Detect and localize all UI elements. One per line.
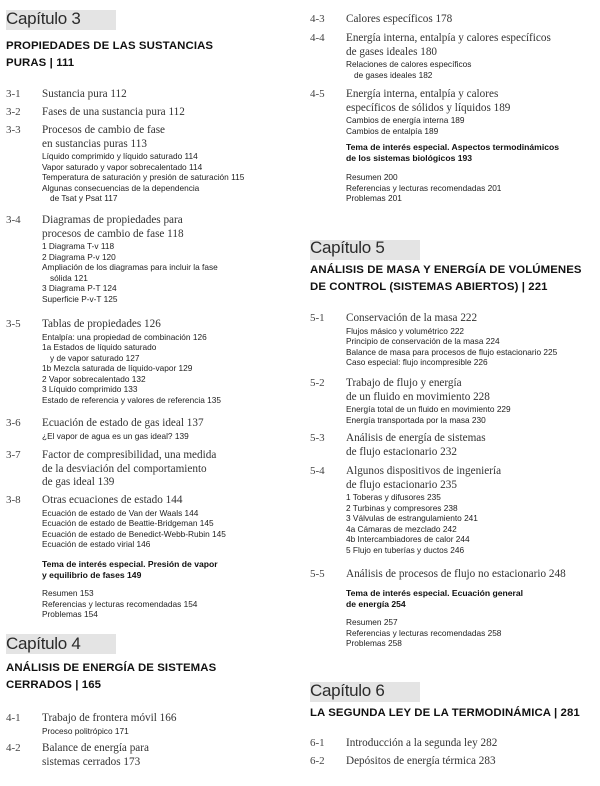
subsection: Balance de masa para procesos de flujo estacionario 225 (346, 346, 558, 357)
problems-entry: Problemas 258 (346, 638, 402, 649)
special-topic-block (346, 142, 598, 164)
subsection: Líquido comprimido y líquido saturado 114 (42, 151, 198, 161)
section-title: Análisis de energía de sistemas de flujo estacionario 232 (346, 432, 486, 458)
chapter-6-title: LA SEGUNDA LEY DE LA TERMODINÁMICA | 281 (310, 707, 580, 719)
subsection: 5 Flujo en tuberías y ductos 246 (346, 544, 465, 555)
section-title: Depósitos de energía térmica 283 (346, 755, 496, 767)
subsection: Cambios de energía interna 189 (346, 115, 465, 125)
subsection: 2 Turbinas y compresores 238 (346, 502, 458, 513)
subsection: 1 Diagrama T-v 118 (42, 241, 115, 251)
section-number: 5-4 (310, 465, 325, 477)
section-number: 3-1 (6, 88, 21, 100)
section-title: Ecuación de estado de gas ideal 137 (42, 417, 204, 429)
section-number: 5-2 (310, 377, 325, 389)
subsection: Superficie P-v-T 125 (42, 293, 118, 304)
subsection: Ampliación de los diagramas para incluir la fase (42, 262, 218, 273)
subsection: ¿El vapor de agua es un gas ideal? 139 (42, 430, 189, 441)
subsection: Cambios de entalpía 189 (346, 125, 439, 136)
section-title: Introducción a la segunda ley 282 (346, 737, 498, 749)
summary-entry: Resumen 200 (346, 172, 398, 182)
section-number: 4-2 (6, 742, 21, 754)
section-number: 3-8 (6, 494, 21, 506)
section-title: Trabajo de frontera móvil 166 (42, 712, 177, 724)
special-topic-block (42, 559, 298, 581)
chapter-extras (346, 617, 598, 649)
section-title: Procesos de cambio de fase en sustancias puras 113 (42, 124, 166, 150)
subsection: Ecuación de estado virial 146 (42, 539, 151, 550)
section-title: Otras ecuaciones de estado 144 (42, 494, 183, 506)
section-title: Calores específicos 178 (346, 13, 453, 25)
section-title: Algunos dispositivos de ingeniería de flujo estacionario 235 (346, 465, 502, 491)
subsection: Proceso politrópico 171 (42, 725, 129, 736)
chapter-extras (42, 588, 298, 620)
section-number: 3-7 (6, 449, 21, 461)
subsection: Ecuación de estado de Van der Waals 144 (42, 507, 199, 518)
subsection: 2 Diagrama P-v 120 (42, 251, 116, 262)
section-number: 5-1 (310, 312, 325, 324)
subsection: Entalpía: una propiedad de combinación 126 (42, 331, 207, 342)
subsection: 3 Diagrama P-T 124 (42, 283, 117, 294)
references-entry: Referencias y lecturas recomendadas 154 (42, 598, 198, 609)
chapter-5-heading: Capítulo 5 (310, 238, 385, 257)
special-topic: Tema de interés especial. Aspectos termodinámicos de los sistemas biológicos 193 (346, 142, 560, 163)
section-number: 3-3 (6, 124, 21, 136)
section-number: 4-1 (6, 712, 21, 724)
section-number: 4-3 (310, 13, 325, 25)
subsection: Ecuación de estado de Beattie-Bridgeman 145 (42, 518, 214, 529)
chapter-5-title: ANÁLISIS DE MASA Y ENERGÍA DE VOLÚMENES DE CONTROL (SISTEMAS ABIERTOS) | 221 (310, 264, 582, 293)
section-number: 3-4 (6, 214, 21, 226)
subsection: Energía transportada por la masa 230 (346, 414, 486, 425)
subsection: 4a Cámaras de mezclado 242 (346, 523, 457, 534)
subsection: 1a Estados de líquido saturado (42, 342, 157, 353)
section-title: Energía interna, entalpía y calores específicos de sólidos y líquidos 189 (346, 88, 511, 114)
special-topic-block (346, 588, 598, 610)
subsection: Caso especial: flujo incompresible 226 (346, 357, 488, 368)
section-title: Tablas de propiedades 126 (42, 318, 161, 330)
subsection: Algunas consecuencias de la dependencia (42, 182, 200, 193)
chapter-extras (346, 172, 598, 204)
section-title: Sustancia pura 112 (42, 88, 127, 100)
references-entry: Referencias y lecturas recomendadas 201 (346, 182, 502, 193)
subsection: Energía total de un fluido en movimiento 229 (346, 404, 511, 414)
subsection: 3 Válvulas de estrangulamiento 241 (346, 513, 478, 524)
special-topic: Tema de interés especial. Presión de vapor y equilibrio de fases 149 (42, 559, 218, 580)
subsection: Ecuación de estado de Benedict-Webb-Rubin 145 (42, 528, 226, 539)
problems-entry: Problemas 154 (42, 609, 98, 620)
section-number: 4-5 (310, 88, 325, 100)
section-number: 3-2 (6, 106, 21, 118)
subsection: de Tsat y Psat 117 (50, 193, 118, 204)
section-title: Energía interna, entalpía y calores específicos de gases ideales 180 (346, 32, 551, 58)
section-number: 5-5 (310, 568, 325, 580)
special-topic: Tema de interés especial. Ecuación general de energía 254 (346, 588, 524, 609)
section-title: Balance de energía para sistemas cerrados 173 (42, 742, 149, 768)
subsection: y de vapor saturado 127 (50, 352, 140, 363)
subsection: 3 Líquido comprimido 133 (42, 384, 138, 395)
subsection: 2 Vapor sobrecalentado 132 (42, 373, 146, 384)
summary-entry: Resumen 257 (346, 617, 398, 627)
section-title: Diagramas de propiedades para procesos de cambio de fase 118 (42, 214, 184, 240)
subsection: Principio de conservación de la masa 224 (346, 336, 500, 347)
subsection: sólida 121 (50, 272, 88, 283)
chapter-3-heading: Capítulo 3 (6, 9, 81, 28)
subsection: 1b Mezcla saturada de líquido-vapor 129 (42, 363, 193, 374)
subsection: Relaciones de calores específicos (346, 59, 472, 69)
summary-entry: Resumen 153 (42, 588, 94, 598)
section-number: 6-2 (310, 755, 325, 767)
chapter-4-heading: Capítulo 4 (6, 634, 81, 653)
section-title: Análisis de procesos de flujo no estacionario 248 (346, 568, 566, 580)
section-number: 5-3 (310, 432, 325, 444)
section-number: 3-5 (6, 318, 21, 330)
chapter-3-title: PROPIEDADES DE LAS SUSTANCIAS PURAS | 111 (6, 40, 214, 69)
section-number: 4-4 (310, 32, 325, 44)
subsection: Flujos másico y volumétrico 222 (346, 325, 465, 336)
section-title: Trabajo de flujo y energía de un fluido en movimiento 228 (346, 377, 490, 403)
references-entry: Referencias y lecturas recomendadas 258 (346, 627, 502, 638)
subsection: Estado de referencia y valores de referencia 135 (42, 395, 221, 406)
subsection: Vapor saturado y vapor sobrecalentado 114 (42, 161, 203, 172)
section-title: Fases de una sustancia pura 112 (42, 106, 185, 118)
subsection: 1 Toberas y difusores 235 (346, 492, 441, 502)
section-number: 6-1 (310, 737, 325, 749)
section-title: Factor de compresibilidad, una medida de la desviación del comportamiento de gas ideal 139 (42, 449, 217, 488)
subsection: Temperatura de saturación y presión de saturación 115 (42, 172, 245, 183)
section-number: 3-6 (6, 417, 21, 429)
chapter-4-title: ANÁLISIS DE ENERGÍA DE SISTEMAS CERRADOS | 165 (6, 662, 217, 691)
subsection: de gases ideales 182 (354, 69, 433, 80)
subsection: 4b Intercambiadores de calor 244 (346, 534, 470, 545)
section-title: Conservación de la masa 222 (346, 312, 478, 324)
problems-entry: Problemas 201 (346, 193, 402, 204)
chapter-6-heading: Capítulo 6 (310, 681, 385, 700)
